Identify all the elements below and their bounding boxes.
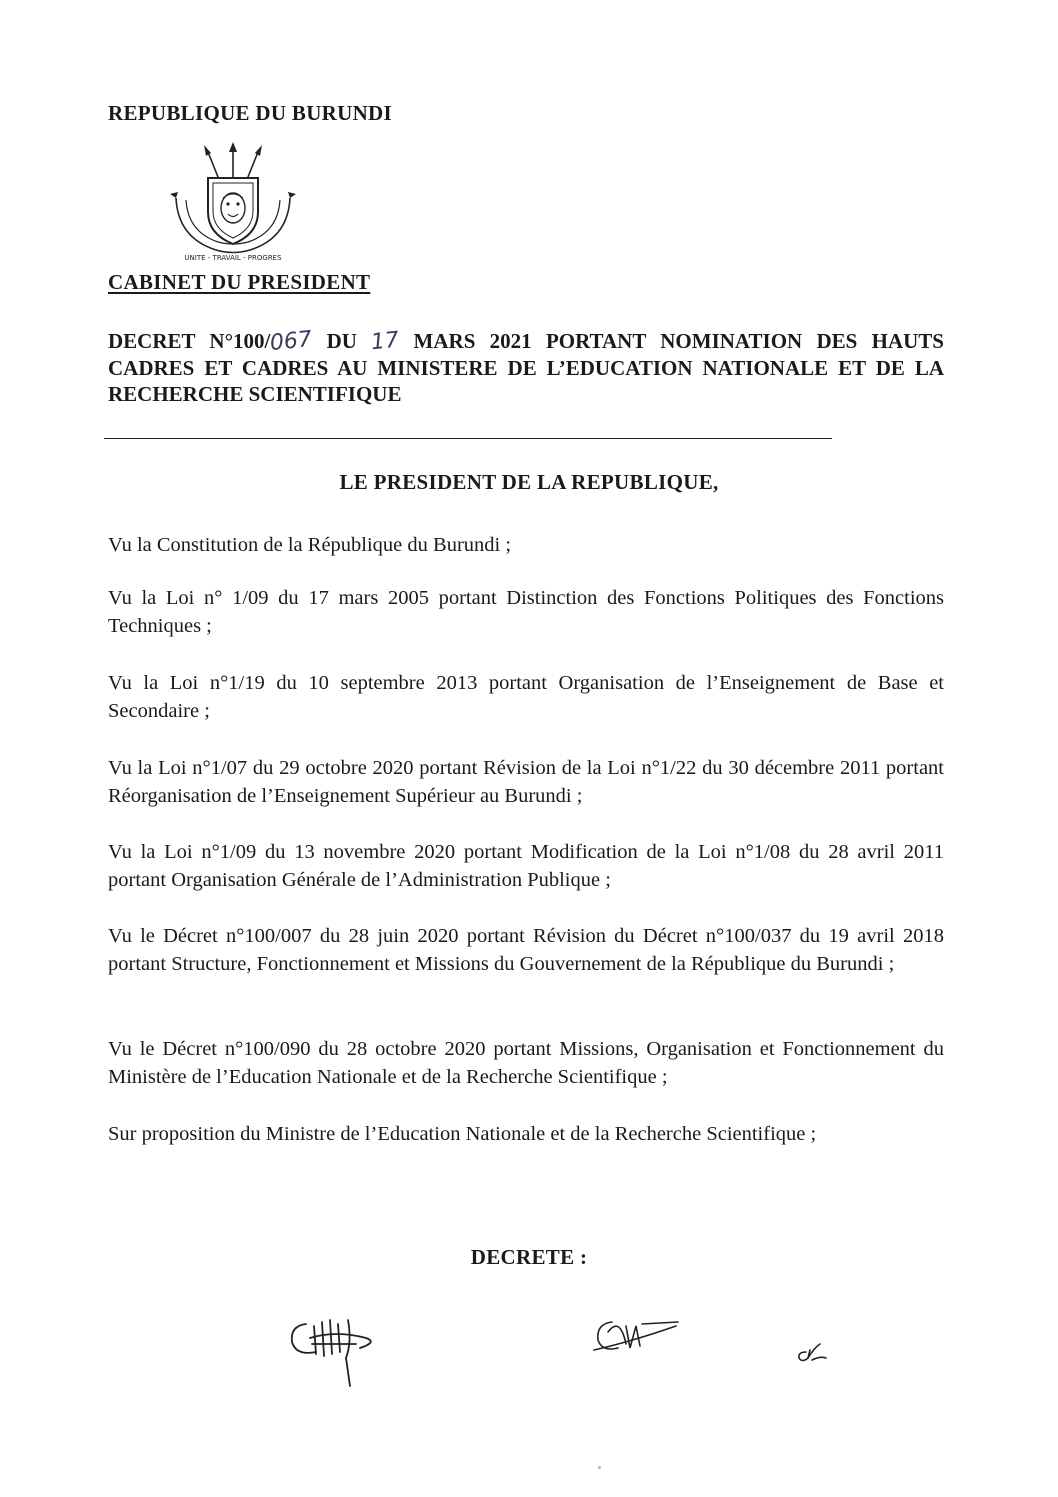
consideration-decret-100-007: Vu le Décret n°100/007 du 28 juin 2020 portant Révision du Décret n°100/037 du 19 avril 2018 portant Structure, Fonctionnement et Missions du Gouvernement de la République du Burundi ; bbox=[108, 925, 944, 975]
decree-title bbox=[108, 328, 944, 407]
consideration-proposition-ministre: Sur proposition du Ministre de l’Education Nationale et de la Recherche Scientifique ; bbox=[108, 1123, 817, 1145]
emblem-motto: UNITE - TRAVAIL - PROGRES bbox=[184, 254, 282, 262]
decrete-heading: DECRETE : bbox=[470, 1245, 588, 1269]
consideration-loi-1-09-2020: Vu la Loi n°1/09 du 13 novembre 2020 portant Modification de la Loi n°1/08 du 28 avril 2011 portant Organisation Générale de l’Administration Publique ; bbox=[108, 841, 944, 891]
title-divider bbox=[104, 438, 832, 439]
consideration-constitution: Vu la Constitution de la République du Burundi ; bbox=[108, 534, 512, 556]
decree-du: DU bbox=[312, 329, 372, 353]
initials-signature-3 bbox=[794, 1338, 828, 1366]
scan-speck bbox=[598, 1466, 601, 1469]
consideration-loi-1-19-2013: Vu la Loi n°1/19 du 10 septembre 2013 portant Organisation de l’Enseignement de Base et Secondaire ; bbox=[108, 672, 944, 722]
cabinet-heading: CABINET DU PRESIDENT bbox=[108, 270, 371, 294]
initials-signature-1 bbox=[286, 1312, 386, 1390]
republic-heading: REPUBLIQUE DU BURUNDI bbox=[108, 101, 392, 125]
consideration-loi-1-07-2020: Vu la Loi n°1/07 du 29 octobre 2020 portant Révision de la Loi n°1/22 du 30 décembre 2011 portant Réorganisation de l’Enseignement Supérieur au Burundi ; bbox=[108, 757, 944, 807]
initials-signature-2 bbox=[590, 1314, 680, 1362]
handwritten-decree-day: 17 bbox=[369, 327, 401, 356]
consideration-loi-1-09-2005: Vu la Loi n° 1/09 du 17 mars 2005 portant Distinction des Fonctions Politiques des Fonctions Techniques ; bbox=[108, 587, 944, 637]
president-heading: LE PRESIDENT DE LA REPUBLIQUE, bbox=[339, 470, 719, 494]
handwritten-decree-number: 067 bbox=[269, 326, 314, 357]
coat-of-arms-emblem bbox=[168, 142, 298, 264]
consideration-decret-100-090: Vu le Décret n°100/090 du 28 octobre 2020 portant Missions, Organisation et Fonctionnement du Ministère de l’Education Nationale et de la Recherche Scientifique ; bbox=[108, 1038, 944, 1088]
decree-title-rest: MARS 2021 PORTANT NOMINATION DES HAUTS CADRES ET CADRES AU MINISTERE DE L’EDUCATION NATIONALE ET DE LA RECHERCHE SCIENTIFIQUE bbox=[108, 329, 944, 406]
decree-prefix: DECRET N°100/ bbox=[108, 329, 271, 353]
